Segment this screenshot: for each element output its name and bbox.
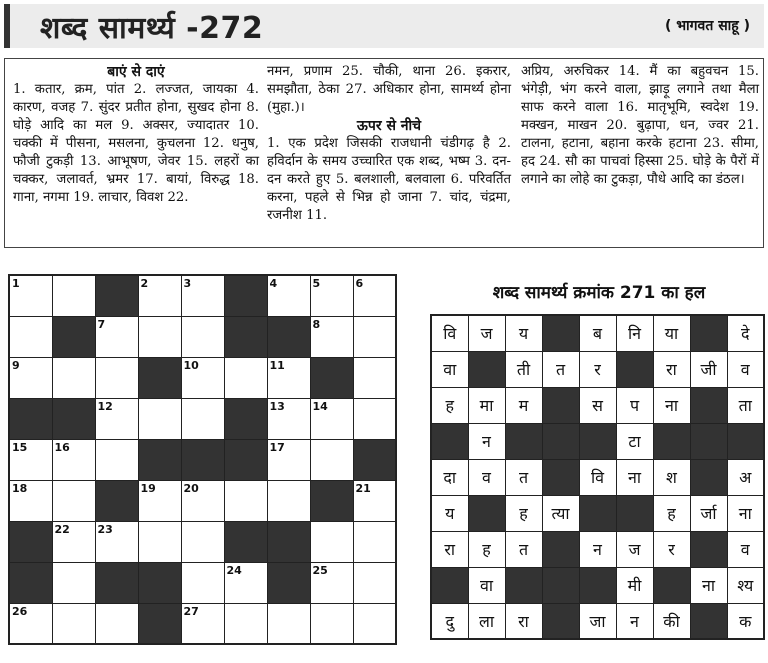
clue-number: 21	[355, 481, 371, 495]
solution-block-cell	[690, 531, 727, 567]
across-heading: बाएं से दाएं	[107, 64, 165, 80]
solution-block-cell	[579, 423, 616, 459]
solution-cell: त्या	[542, 495, 579, 531]
solution-row	[431, 459, 764, 495]
clue-number: 3	[183, 277, 192, 290]
grid-block-cell	[267, 316, 310, 357]
grid-cell[interactable]	[138, 480, 181, 521]
clue-number: 25	[312, 563, 328, 577]
clue-number: 16	[54, 440, 70, 454]
grid-cell[interactable]	[52, 275, 95, 316]
clue-number: 15	[12, 440, 28, 454]
grid-cell[interactable]	[52, 480, 95, 521]
grid-cell[interactable]	[181, 521, 224, 562]
clue-number: 10	[183, 358, 199, 372]
grid-cell[interactable]	[224, 357, 267, 398]
grid-cell[interactable]	[224, 562, 267, 603]
puzzle-title: शब्द सामर्थ्य -272	[40, 11, 264, 46]
grid-block-cell	[138, 562, 181, 603]
clue-number: 18	[12, 481, 28, 495]
grid-cell[interactable]	[310, 275, 353, 316]
grid-row	[9, 562, 396, 603]
solution-cell: स	[579, 387, 616, 423]
grid-cell[interactable]	[52, 603, 95, 644]
solution-block-cell	[616, 351, 653, 387]
grid-block-cell	[138, 603, 181, 644]
solution-cell: त	[505, 459, 542, 495]
solution-title: शब्द सामर्थ्य क्रमांक 271 का हल	[492, 283, 706, 303]
solution-cell: दु	[431, 603, 468, 639]
grid-cell[interactable]	[353, 316, 396, 357]
solution-cell: र्जा	[690, 495, 727, 531]
solution-block-cell	[653, 423, 690, 459]
grid-cell[interactable]	[52, 562, 95, 603]
grid-cell[interactable]	[138, 521, 181, 562]
grid-row	[9, 603, 396, 644]
solution-block-cell	[690, 387, 727, 423]
down-clues-text-2: अप्रिय, अरुचिकर 14. मैं का बहुवचन 15. भंगेड़ी, भंग करने वाला, झाड़ू लगाने तथा मैला साफ करने वाला 16. मातृभूमि, स्वदेश 19. मक्खन, माखन 20. बुढ़ापा, धन, ज्वर 21. टालना, हटाना, बहाना करके हटाना 23. सीमा, हद 24. सौ का पाचवां हिस्सा 25. घोड़े के पैरों में लगाने का लोहे का टुकड़ा, पौधे आदि का डंठल।	[521, 64, 759, 187]
grid-cell[interactable]	[353, 275, 396, 316]
solution-cell: रा	[653, 351, 690, 387]
solution-cell: रा	[505, 603, 542, 639]
solution-cell: र	[653, 531, 690, 567]
clue-number: 7	[97, 317, 106, 331]
clues-column-3	[521, 63, 759, 189]
grid-cell[interactable]	[181, 357, 224, 398]
grid-block-cell	[9, 398, 52, 439]
solution-cell: वि	[431, 315, 468, 351]
across-clues-text-2: नमन, प्रणाम 25. चौकी, थाना 26. इकरार, समझौता, ठेका 27. अधिकार होना, सामर्थ्य होना (मुहा.)।	[267, 64, 511, 115]
clue-number: 9	[12, 358, 20, 372]
grid-cell[interactable]	[95, 521, 138, 562]
grid-cell[interactable]	[181, 562, 224, 603]
solution-cell: ना	[653, 387, 690, 423]
solution-grid	[430, 314, 765, 640]
clue-number: 19	[140, 481, 156, 495]
grid-block-cell	[267, 521, 310, 562]
grid-cell[interactable]	[224, 480, 267, 521]
clue-number: 5	[312, 277, 321, 290]
grid-block-cell	[224, 316, 267, 357]
solution-block-cell	[542, 315, 579, 351]
solution-block-cell	[690, 459, 727, 495]
clue-number: 27	[183, 604, 199, 618]
grid-block-cell	[138, 439, 181, 480]
grid-cell[interactable]	[52, 439, 95, 480]
solution-cell: श	[653, 459, 690, 495]
solution-row	[431, 603, 764, 639]
grid-block-cell	[310, 480, 353, 521]
grid-block-cell	[95, 562, 138, 603]
solution-block-cell	[468, 351, 505, 387]
solution-row	[431, 315, 764, 351]
grid-cell[interactable]	[267, 398, 310, 439]
grid-cell[interactable]	[181, 603, 224, 644]
clue-number: 13	[269, 399, 285, 413]
solution-cell: ह	[653, 495, 690, 531]
solution-block-cell	[542, 387, 579, 423]
grid-cell[interactable]	[267, 275, 310, 316]
solution-cell: ब	[579, 315, 616, 351]
solution-block-cell	[542, 603, 579, 639]
clue-number: 22	[54, 522, 70, 536]
grid-cell[interactable]	[267, 357, 310, 398]
solution-cell: की	[653, 603, 690, 639]
grid-block-cell	[224, 521, 267, 562]
solution-cell: व	[727, 531, 764, 567]
grid-cell[interactable]	[9, 603, 52, 644]
grid-block-cell	[138, 357, 181, 398]
solution-cell: व	[468, 459, 505, 495]
grid-block-cell	[95, 275, 138, 316]
clues-column-2	[267, 63, 511, 225]
grid-cell[interactable]	[95, 398, 138, 439]
grid-block-cell	[52, 316, 95, 357]
grid-row	[9, 316, 396, 357]
solution-block-cell	[542, 567, 579, 603]
grid-cell[interactable]	[267, 439, 310, 480]
solution-cell: ता	[727, 387, 764, 423]
solution-cell: वि	[579, 459, 616, 495]
author-credit: ( भागवत साहू )	[664, 18, 750, 34]
grid-cell[interactable]	[353, 562, 396, 603]
solution-cell: प	[616, 387, 653, 423]
grid-row	[9, 521, 396, 562]
solution-cell: य	[431, 495, 468, 531]
clue-number: 4	[269, 277, 278, 290]
clues-box	[4, 58, 764, 248]
solution-cell: रा	[431, 531, 468, 567]
solution-cell: ह	[468, 531, 505, 567]
grid-cell[interactable]	[138, 275, 181, 316]
solution-block-cell	[727, 423, 764, 459]
solution-cell: त	[542, 351, 579, 387]
grid-cell[interactable]	[310, 521, 353, 562]
grid-block-cell	[52, 398, 95, 439]
grid-cell[interactable]	[310, 439, 353, 480]
solution-row	[431, 495, 764, 531]
solution-cell: टा	[616, 423, 653, 459]
grid-cell[interactable]	[9, 275, 52, 316]
solution-cell: वा	[431, 351, 468, 387]
grid-cell[interactable]	[9, 480, 52, 521]
grid-cell[interactable]	[138, 398, 181, 439]
grid-cell[interactable]	[181, 480, 224, 521]
solution-cell: दे	[727, 315, 764, 351]
grid-cell[interactable]	[310, 398, 353, 439]
clue-number: 14	[312, 399, 328, 413]
grid-cell[interactable]	[353, 521, 396, 562]
solution-cell: र	[579, 351, 616, 387]
solution-cell: नि	[616, 315, 653, 351]
solution-cell: ह	[505, 495, 542, 531]
clue-number: 23	[97, 522, 113, 536]
solution-cell: जी	[690, 351, 727, 387]
solution-cell: वा	[468, 567, 505, 603]
clue-number: 2	[140, 277, 149, 290]
solution-block-cell	[542, 459, 579, 495]
grid-cell[interactable]	[95, 439, 138, 480]
grid-cell[interactable]	[353, 357, 396, 398]
solution-cell: ला	[468, 603, 505, 639]
solution-block-cell	[579, 567, 616, 603]
solution-block-cell	[690, 603, 727, 639]
solution-cell: मी	[616, 567, 653, 603]
solution-block-cell	[468, 495, 505, 531]
grid-block-cell	[224, 439, 267, 480]
grid-cell[interactable]	[181, 316, 224, 357]
grid-block-cell	[9, 562, 52, 603]
solution-cell: य	[505, 315, 542, 351]
grid-cell[interactable]	[95, 357, 138, 398]
grid-row	[9, 357, 396, 398]
grid-cell[interactable]	[353, 480, 396, 521]
solution-block-cell	[542, 531, 579, 567]
clue-number: 8	[312, 317, 321, 331]
grid-row	[9, 398, 396, 439]
grid-cell[interactable]	[353, 603, 396, 644]
grid-cell[interactable]	[138, 316, 181, 357]
grid-block-cell	[310, 357, 353, 398]
solution-cell: मा	[468, 387, 505, 423]
grid-cell[interactable]	[310, 316, 353, 357]
clue-number: 11	[269, 358, 285, 372]
down-heading: ऊपर से नीचे	[356, 118, 422, 134]
grid-row	[9, 439, 396, 480]
grid-cell[interactable]	[267, 603, 310, 644]
solution-block-cell	[431, 423, 468, 459]
solution-cell: न	[468, 423, 505, 459]
grid-block-cell	[9, 521, 52, 562]
solution-cell: दा	[431, 459, 468, 495]
grid-cell[interactable]	[9, 316, 52, 357]
solution-cell: ह	[431, 387, 468, 423]
solution-block-cell	[542, 423, 579, 459]
grid-row	[9, 480, 396, 521]
clue-number: 1	[12, 277, 20, 290]
clue-number: 20	[183, 481, 199, 495]
solution-row	[431, 531, 764, 567]
clue-number: 26	[12, 604, 28, 618]
grid-block-cell	[267, 562, 310, 603]
grid-cell[interactable]	[52, 357, 95, 398]
grid-block-cell	[353, 439, 396, 480]
solution-cell: त	[505, 531, 542, 567]
grid-block-cell	[181, 439, 224, 480]
solution-cell: अ	[727, 459, 764, 495]
grid-cell[interactable]	[267, 480, 310, 521]
solution-block-cell	[653, 567, 690, 603]
solution-cell: ना	[616, 459, 653, 495]
grid-row	[9, 275, 396, 316]
solution-block-cell	[505, 567, 542, 603]
solution-cell: ना	[727, 495, 764, 531]
crossword-grid	[8, 274, 397, 645]
solution-cell: ती	[505, 351, 542, 387]
clue-number: 17	[269, 440, 285, 454]
solution-cell: व	[727, 351, 764, 387]
solution-block-cell	[579, 495, 616, 531]
solution-block-cell	[505, 423, 542, 459]
solution-cell: न	[616, 603, 653, 639]
grid-block-cell	[95, 480, 138, 521]
solution-cell: या	[653, 315, 690, 351]
solution-cell: न	[579, 531, 616, 567]
grid-cell[interactable]	[95, 603, 138, 644]
solution-cell: जा	[579, 603, 616, 639]
clue-number: 24	[226, 563, 242, 577]
grid-cell[interactable]	[224, 603, 267, 644]
solution-row	[431, 351, 764, 387]
puzzle-header	[4, 4, 764, 48]
grid-cell[interactable]	[310, 562, 353, 603]
solution-row	[431, 567, 764, 603]
grid-cell[interactable]	[95, 316, 138, 357]
solution-cell: ज	[616, 531, 653, 567]
solution-cell: ना	[690, 567, 727, 603]
grid-block-cell	[224, 275, 267, 316]
solution-cell: क	[727, 603, 764, 639]
solution-row	[431, 387, 764, 423]
solution-cell: श्य	[727, 567, 764, 603]
grid-cell[interactable]	[9, 357, 52, 398]
solution-cell: म	[505, 387, 542, 423]
solution-cell: ज	[468, 315, 505, 351]
grid-cell[interactable]	[353, 398, 396, 439]
clues-column-1	[13, 63, 259, 207]
solution-row	[431, 423, 764, 459]
solution-block-cell	[431, 567, 468, 603]
grid-cell[interactable]	[310, 603, 353, 644]
grid-block-cell	[224, 398, 267, 439]
across-clues-text-1: 1. कतार, क्रम, पांत 2. लज्जत, जायका 4. कारण, वजह 7. सुंदर प्रतीत होना, सुखद होना 8. घोड़े आदि का मल 9. अक्सर, ज्यादातर 10. चक्की में पीसना, मसलना, कुचलना 12. धनुष, फौजी टुकड़ी 13. आभूषण, जेवर 15. लहरों का चक्कर, जलावर्त, भ्रमर 17. बायां, विरुद्ध 18. गाना, नगमा 19. लाचार, विवश 22.	[13, 82, 259, 205]
clue-number: 6	[355, 277, 364, 290]
grid-cell[interactable]	[9, 439, 52, 480]
solution-block-cell	[690, 315, 727, 351]
grid-cell[interactable]	[181, 275, 224, 316]
grid-cell[interactable]	[52, 521, 95, 562]
clue-number: 12	[97, 399, 113, 413]
solution-block-cell	[616, 495, 653, 531]
grid-cell[interactable]	[181, 398, 224, 439]
down-clues-text-1: 1. एक प्रदेश जिसकी राजधानी चंडीगढ़ है 2. हविर्दान के समय उच्चारित एक शब्द, भष्म 3. दन-दन करते हुए 5. बलशाली, बलवाला 6. परिवर्तित करना, पहले से भिन्न हो जाना 7. चांद, चंद्रमा, रजनीश 11.	[267, 136, 511, 223]
solution-block-cell	[690, 423, 727, 459]
